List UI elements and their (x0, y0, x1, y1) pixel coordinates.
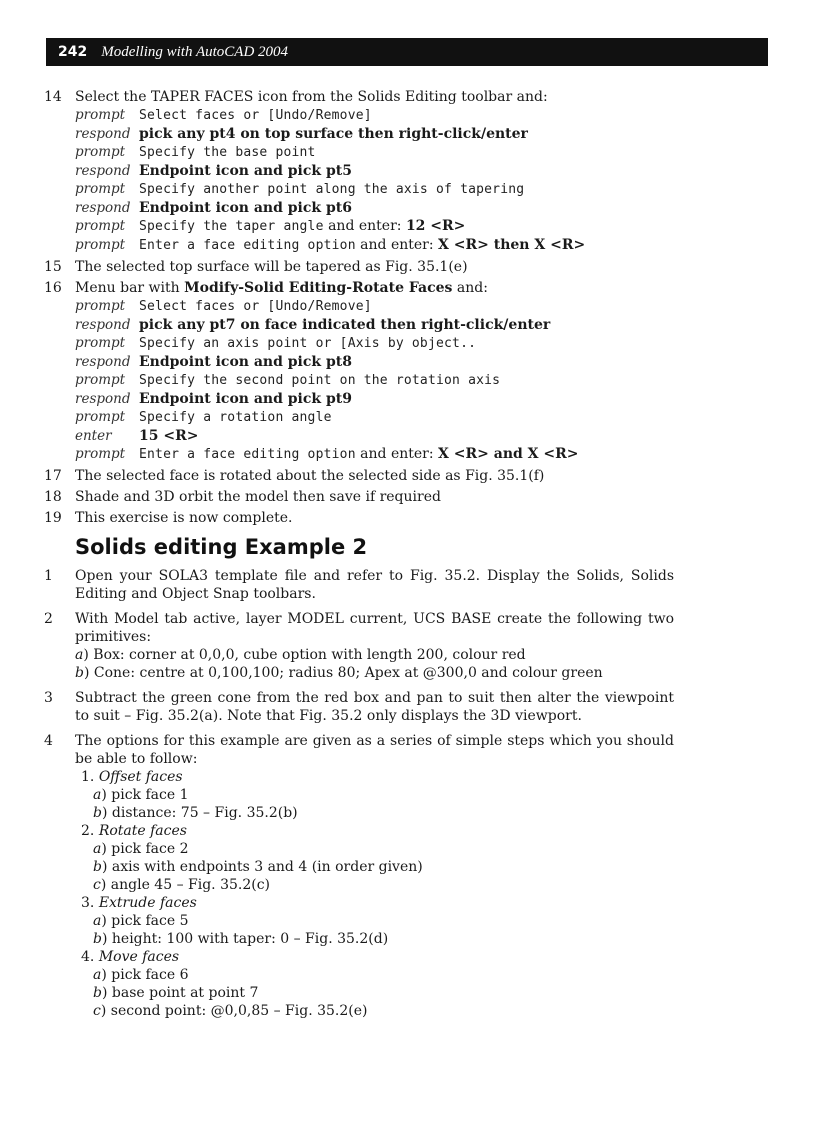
page-content (44, 88, 674, 1023)
list-item: 15 The selected top surface will be tapered as Fig. 35.1(e) (44, 258, 674, 276)
item-text: Shade and 3D orbit the model then save if required (75, 489, 441, 505)
sub-item: b) Cone: centre at 0,100,100; radius 80; Apex at @300,0 and colour green (75, 665, 603, 681)
list-item: 19 This exercise is now complete. (44, 509, 674, 527)
prompt-line: respond pick any pt7 on face indicated then right-click/enter (75, 317, 551, 333)
step: 2. Rotate faces (81, 823, 187, 839)
page-header (46, 38, 768, 66)
list-item: 4 The options for this example are given as a series of simple steps which you should be able to follow: 1. Offset faces a) pick face 1 b) distance: 75 – Fig. 35.2(b) 2. Rotate faces a) pick face 2 b) axis with endpoints 3 and 4 (in order given) c) angle 45 – Fig. 35.2(c) 3. Extrude faces a) pick face 5 b) height: 100 with taper: 0 – Fig. 35.2(d) 4. Move faces a) pick face 6 b) base point at point 7 c) second point: @0,0,85 – Fig. 35.2(e) (44, 733, 674, 1019)
sub-item: a) pick face 1 (93, 787, 189, 803)
prompt-line: prompt Select faces or [Undo/Remove] (75, 298, 372, 314)
item-text: The selected face is rotated about the selected side as Fig. 35.1(f) (75, 468, 545, 484)
section-heading: Solids editing Example 2 (75, 535, 368, 559)
prompt-line: prompt Specify the taper angle and enter: 12 <R> (75, 218, 466, 234)
sub-item: a) pick face 5 (93, 913, 189, 929)
item-text: Open your SOLA3 template file and refer to Fig. 35.2. Display the Solids, Solids Editing and Object Snap toolbars. (75, 568, 674, 602)
prompt-line: prompt Specify the base point (75, 144, 316, 160)
prompt-line: respond Endpoint icon and pick pt5 (75, 163, 352, 179)
list-item: 3 Subtract the green cone from the red box and pan to suit then alter the viewpoint to suit – Fig. 35.2(a). Note that Fig. 35.2 only displays the 3D viewport. (44, 690, 674, 724)
prompt-line: prompt Specify the second point on the rotation axis (75, 372, 501, 388)
item-text: Menu bar with Modify-Solid Editing-Rotate Faces and: (75, 280, 488, 296)
prompt-line: prompt Select faces or [Undo/Remove] (75, 107, 372, 123)
prompt-line: respond pick any pt4 on top surface then right-click/enter (75, 126, 528, 142)
prompt-line: prompt Specify a rotation angle (75, 409, 332, 425)
prompt-line: prompt Specify another point along the axis of tapering (75, 181, 525, 197)
sub-item: a) pick face 6 (93, 967, 189, 983)
prompt-line: prompt Specify an axis point or [Axis by object.. (75, 335, 477, 351)
step-list (75, 768, 674, 1020)
running-title: Modelling with AutoCAD 2004 (101, 43, 289, 60)
prompt-block (75, 106, 674, 255)
prompt-line: prompt Enter a face editing option and enter: X <R> and X <R> (75, 446, 579, 462)
prompt-line: prompt Enter a face editing option and enter: X <R> then X <R> (75, 237, 586, 253)
sub-item: c) second point: @0,0,85 – Fig. 35.2(e) (93, 1003, 368, 1019)
list-item: 1 Open your SOLA3 template file and refer to Fig. 35.2. Display the Solids, Solids Editing and Object Snap toolbars. (44, 568, 674, 602)
list-item: 2 With Model tab active, layer MODEL current, UCS BASE create the following two primitives: a) Box: corner at 0,0,0, cube option with length 200, colour red b) Cone: centre at 0,100,100; radius 80; Apex at @300,0 and colour green (44, 611, 674, 681)
item-text: Select the TAPER FACES icon from the Solids Editing toolbar and: (75, 89, 548, 105)
item-text: Subtract the green cone from the red box and pan to suit then alter the viewpoint to suit – Fig. 35.2(a). Note that Fig. 35.2 only displays the 3D viewport. (75, 690, 674, 724)
prompt-line: respond Endpoint icon and pick pt6 (75, 200, 352, 216)
item-text: With Model tab active, layer MODEL current, UCS BASE create the following two primitives: (75, 611, 674, 645)
prompt-block (75, 297, 674, 464)
sub-item: b) axis with endpoints 3 and 4 (in order given) (93, 859, 423, 875)
sub-item: b) height: 100 with taper: 0 – Fig. 35.2(d) (93, 931, 389, 947)
sub-item: b) base point at point 7 (93, 985, 259, 1001)
step: 4. Move faces (81, 949, 180, 965)
list-item: 17 The selected face is rotated about the selected side as Fig. 35.1(f) (44, 467, 674, 485)
item-text: The selected top surface will be tapered as Fig. 35.1(e) (75, 259, 468, 275)
step: 1. Offset faces (81, 769, 183, 785)
item-text: This exercise is now complete. (75, 510, 293, 526)
prompt-line: enter 15 <R> (75, 428, 199, 444)
prompt-line: respond Endpoint icon and pick pt9 (75, 391, 352, 407)
prompt-line: respond Endpoint icon and pick pt8 (75, 354, 352, 370)
sub-item: a) Box: corner at 0,0,0, cube option with length 200, colour red (75, 647, 526, 663)
step: 3. Extrude faces (81, 895, 197, 911)
item-text: The options for this example are given as a series of simple steps which you should be able to follow: (75, 733, 674, 767)
sub-item: c) angle 45 – Fig. 35.2(c) (93, 877, 271, 893)
list-item: 14 Select the TAPER FACES icon from the Solids Editing toolbar and: prompt Select faces or [Undo/Remove] respond pick any pt4 on top surface then right-click/enter prompt Specify the base point respond Endpoint icon and pick pt5 prompt Specify another point along the axis of tapering respond Endpoint icon and pick pt6 prompt Specify the taper angle and enter: 12 <R> prompt Enter a face editing option and enter: X <R> then X <R> (44, 88, 674, 255)
list-item: 18 Shade and 3D orbit the model then save if required (44, 488, 674, 506)
list-item: 16 Menu bar with Modify-Solid Editing-Rotate Faces and: prompt Select faces or [Undo/Remove] respond pick any pt7 on face indicated then right-click/enter prompt Specify an axis point or [Axis by object.. respond Endpoint icon and pick pt8 prompt Specify the second point on the rotation axis respond Endpoint icon and pick pt9 prompt Specify a rotation angle enter 15 <R> prompt Enter a face editing option and enter: X <R> and X <R> (44, 279, 674, 464)
page-number: 242 (58, 44, 88, 60)
sub-item: b) distance: 75 – Fig. 35.2(b) (93, 805, 298, 821)
sub-item: a) pick face 2 (93, 841, 189, 857)
